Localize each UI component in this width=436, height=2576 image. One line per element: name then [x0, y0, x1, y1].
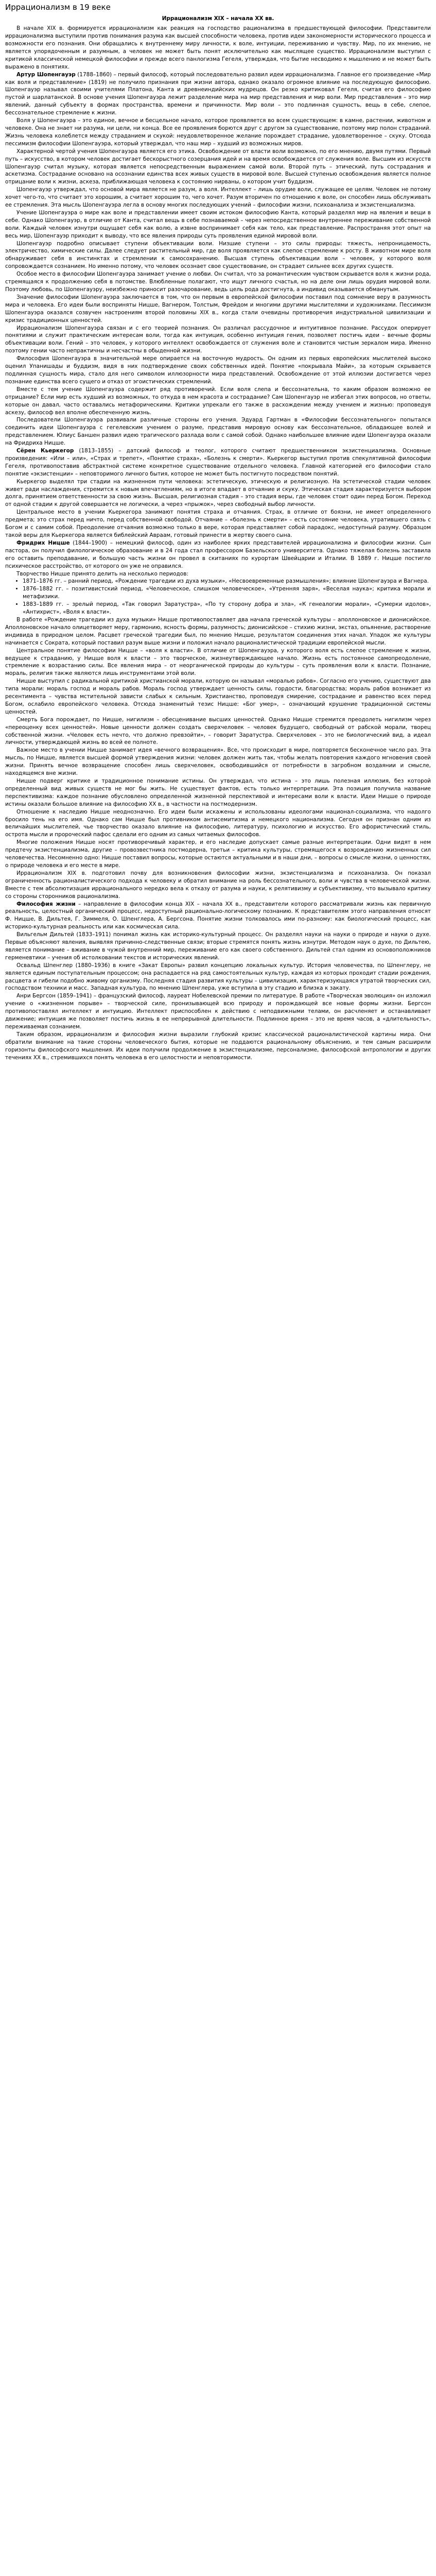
- paragraph-text: Ницше подверг критике и традиционное понимание истины. Он утверждал, что истина – это лишь полезная иллюзия, без которой определенный вид живых существ не мог бы жить. Не существует фактов, есть только интерпретации. Эта позиция получила название перспективизма: каждое познание обусловлено определенной жизненной перспективой и интересами воли к власти. Идеи Ницше о природе истины оказали большое влияние на философию XX в., в частности на постмодернизм.: [5, 778, 431, 807]
- list-item: • 1876–1882 гг. – позитивистский период, «Человеческое, слишком человеческое», «Утренняя заря», «Веселая наука»; критика морали и метафизики.: [23, 585, 431, 601]
- paragraph: [5, 117, 431, 148]
- paragraph: [5, 71, 431, 117]
- paragraph-text: Философия Шопенгауэра в значительной мере опирается на восточную мудрость. Он одним из первых европейских мыслителей высоко оценил Упанишады и буддизм, видя в них подтверждение своих собственных идей. Понятие «покрывала Майи», за которым скрывается подлинная сущность мира, стало для него символом иллюзорности мира представлений. Освобождение от этой иллюзии достигается через познание единства всего сущего и отказ от эгоистических стремлений.: [5, 355, 431, 385]
- paragraph: [5, 294, 431, 325]
- paragraph: [5, 1031, 431, 1062]
- paragraph-text: Учение Шопенгауэра о мире как воле и представлении имеет своим истоком философию Канта, который разделял мир на явления и вещи в себе. Однако Шопенгауэр, в отличие от Канта, считал вещь в себе познаваемой – через непосредственное внутреннее переживание собственной воли. Каждый человек изнутри ощущает себя как волю, а извне воспринимает себя как тело, как представление. Распространяя этот опыт на весь мир, Шопенгауэр приходит к выводу, что все явления природы суть проявления единой мировой воли.: [5, 209, 431, 239]
- paragraph-text: Воля у Шопенгауэра – это единое, вечное и бесцельное начало, которое проявляется во всем существующем: в камне, растении, животном и человеке. Она не знает ни разума, ни цели, ни конца. Все ее проявления борются друг с другом за существование, поэтому мир полон страданий. Жизнь человека колеблется между страданием и скукой: неудовлетворенное желание порождает страдание, удовлетворенное – скуку. Отсюда пессимизм философии Шопенгауэра, который утверждал, что наш мир – худший из возможных миров.: [5, 117, 431, 147]
- paragraph-text: Шопенгауэр утверждал, что основой мира является не разум, а воля. Интеллект – лишь орудие воли, служащее ее целям. Человек не потому хочет чего-то, что считает это хорошим, а считает хорошим то, чего хочет. Разум вторичен по отношению к воле, он способен лишь обслуживать ее стремления. Эта мысль Шопенгауэра легла в основу многих последующих учений – философии жизни, психоанализа и экзистенциализма.: [5, 187, 431, 209]
- paragraph: [5, 777, 431, 808]
- paragraph-text: Вильгельм Дильтей (1833–1911) понимал жизнь как историко-культурный процесс. Он разделял науки на науки о природе и науки о духе. Первые объясняют явления, выявляя причинно-следственные связи; вторые стремятся понять жизнь изнутри. Методом наук о духе, по Дильтею, является понимание – вживание в чужой внутренний мир, переживание его как своего собственного. Дильтей стал одним из основоположников герменевтики – учения об истолковании текстов и исторических явлений.: [5, 931, 431, 961]
- paragraph: [5, 447, 431, 478]
- paragraph: [5, 416, 431, 447]
- list-item: • 1871–1876 гг. – ранний период, «Рождение трагедии из духа музыки», «Несвоевременные размышления»; влияние Шопенгауэра и Вагнера.: [23, 578, 431, 585]
- paragraph: [5, 325, 431, 355]
- document-subtitle: Иррационализм XIX – начала XX вв.: [162, 15, 274, 22]
- paragraph-text: Центральное понятие философии Ницше – «воля к власти». В отличие от Шопенгауэра, у которого воля есть слепое стремление к жизни, ведущее к страданию, у Ницше воля к власти – это творческое, жизнеутверждающее начало. Жизнь есть постоянное самопреодоление, стремление к возрастанию силы. Все явления мира – от неорганической природы до культуры – суть проявления воли к власти. Познание, мораль, религия также являются лишь инструментами этой воли.: [5, 647, 431, 677]
- paragraph-text: Отношение к наследию Ницше неоднозначно. Его идеи были искажены и использованы идеологами национал-социализма, что надолго бросило тень на его имя. Однако сам Ницше был противником антисемитизма и немецкого национализма. Сегодня он признан одним из величайших мыслителей, чье творчество оказало влияние на философию, литературу, психологию и искусство. Его афористический стиль, острота мысли и пророческий пафос сделали его одним из самых читаемых философов.: [5, 808, 431, 838]
- paragraph-text: Центральное место в учении Кьеркегора занимают понятия страха и отчаяния. Страх, в отличие от боязни, не имеет определенного предмета; это страх перед ничто, перед собственной свободой. Отчаяние – «болезнь к смерти» – есть состояние человека, утратившего связь с Богом и с самим собой. Преодоление отчаяния возможно только в вере, которая представляет собой парадокс, недоступный разуму. Образцом такой веры для Кьеркегора является библейский Авраам, готовый принести в жертву своего сына.: [5, 509, 431, 539]
- paragraph-text: Последователи Шопенгауэра развивали различные стороны его учения. Эдуард Гартман в «Философии бессознательного» попытался соединить идеи Шопенгауэра с гегелевским учением о разуме, представив мировую основу как бессознательное, обладающее волей и представлением. Юлиус Баншен развил идею трагического разлада воли с самой собой. Однако наибольшее влияние идеи Шопенгауэра оказали на Фридриха Ницше.: [5, 417, 431, 447]
- page-title: Иррационализм в 19 веке: [5, 3, 111, 12]
- paragraph: [5, 355, 431, 386]
- bullet-list: [5, 578, 431, 616]
- paragraph: [5, 839, 431, 870]
- paragraph: [5, 870, 431, 901]
- paragraph: [5, 186, 431, 209]
- paragraph: [5, 539, 431, 570]
- paragraph: [5, 570, 431, 578]
- paragraph-text: Таким образом, иррационализм и философия жизни выразили глубокий кризис классической рационалистической картины мира. Они обратили внимание на такие стороны человеческого бытия, которые не поддаются рациональному объяснению, и тем самым расширили горизонты философского мышления. Их идеи получили продолжение в экзистенциализме, персонализме, философской антропологии и других течениях XX в., стремившихся понять человека в его целостности и неповторимости.: [5, 1031, 431, 1061]
- paragraph: [5, 931, 431, 962]
- paragraph-text: Ницше выступил с радикальной критикой христианской морали, которую он называл «моралью рабов». Согласно его учению, существуют два типа морали: мораль господ и мораль рабов. Мораль господ утверждает ценность силы, гордости, благородства; мораль рабов возникает из ресентимента – чувства мстительной зависти слабых к сильным. Христианство, проповедуя смирение, сострадание и равенство всех перед Богом, ослабило европейского человека. Отсюда знаменитый тезис Ницше: «Бог умер», – означающий крушение традиционной системы ценностей.: [5, 678, 431, 715]
- paragraph-text: (1788–1860) – первый философ, который последовательно развил идеи иррационализма. Главное его произведение «Мир как воля и представление» (1819) не получило признания при жизни автора, однако оказало огромное влияние на последующую философию. Шопенгауэр называл своими учителями Платона, Канта и древнеиндийских мудрецов. Он резко критиковал Гегеля, считая его философию пустой и шарлатанской. В основе учения Шопенгауэра лежит разделение мира на мир представления и мир воли. Мир представления – это мир явлений, данный субъекту в формах пространства, времени и причинности. Мир воли – это подлинная сущность, вещь в себе, слепое, бессознательное стремление к жизни.: [5, 71, 431, 116]
- paragraph: [5, 148, 431, 187]
- paragraph: [5, 992, 431, 1031]
- paragraph: [5, 509, 431, 539]
- paragraph-text: Анри Бергсон (1859–1941) – французский философ, лауреат Нобелевской премии по литературе. В работе «Творческая эволюция» он изложил учение о «жизненном порыве» – творческой силе, пронизывающей всю природу и порождающей все новые формы жизни. Бергсон противопоставлял интеллект и интуицию. Интеллект приспособлен к действию с неподвижными телами, он расчленяет и останавливает движение; интуиция же позволяет постичь жизнь в ее непрерывной длительности. Подлинное время – это не время часов, а «длительность», переживаемая сознанием.: [5, 993, 431, 1030]
- paragraph: [5, 240, 431, 271]
- paragraph-lead: Артур Шопенгауэр: [16, 71, 76, 78]
- paragraph-text: (1813–1855) – датский философ и теолог, которого считают предшественником экзистенциализма. Основные произведения: «Или – или», «Страх и трепет», «Понятие страха», «Болезнь к смерти». Кьеркегор выступил против спекулятивной философии Гегеля, противопоставив абстрактной системе конкретное существование отдельного человека. Главной категорией его философии стало понятие «экзистенции» – неповторимого личного бытия, которое не может быть постигнуто посредством понятий.: [5, 448, 431, 477]
- paragraph-text: Характерной чертой учения Шопенгауэра является его этика. Освобождение от власти воли возможно, по его мнению, двумя путями. Первый путь – искусство, в котором человек достигает бескорыстного созерцания идей и на время освобождается от служения воле. Высшим из искусств Шопенгауэр считал музыку, которая является непосредственным выражением самой воли. Второй путь – этический, путь сострадания и аскетизма. Сострадание основано на осознании единства всех живых существ в мировой воле. Высшей ступенью освобождения является полное отрицание воли к жизни, аскеза, приближающая человека к состоянию нирваны, о котором учит буддизм.: [5, 148, 431, 185]
- paragraph-text: В работе «Рождение трагедии из духа музыки» Ницше противопоставляет два начала греческой культуры – аполлоновское и дионисийское. Аполлоновское начало олицетворяет меру, гармонию, ясность формы, разумность; дионисийское – стихию жизни, экстаз, опьянение, растворение индивида в природном целом. Расцвет греческой трагедии был, по мнению Ницше, результатом соединения этих начал. Упадок же культуры начинается с Сократа, который поставил разум выше жизни и положил начало рационалистической традиции европейской мысли.: [5, 616, 431, 646]
- paragraph-text: Значение философии Шопенгауэра заключается в том, что он первым в европейской философии поставил под сомнение веру в разумность мира и человека. Его идеи были восприняты Ницше, Вагнером, Толстым, Фрейдом и многими другими мыслителями и художниками. Пессимизм Шопенгауэра оказался созвучен настроениям второй половины XIX в., когда стали очевидны противоречия индустриальной цивилизации и кризис традиционных ценностей.: [5, 294, 431, 324]
- paragraph: [5, 616, 431, 647]
- paragraph-text: Важное место в учении Ницше занимает идея «вечного возвращения». Все, что происходит в мире, повторяется бесконечное число раз. Эта мысль, по Ницше, является высшей формой утверждения жизни: человек должен жить так, чтобы желать повторения каждого мгновения своей жизни. Принять вечное возвращение способен лишь сверхчеловек, освободившийся от потребности в загробном воздаянии и смысле, находящемся вне жизни.: [5, 747, 431, 777]
- paragraph-text: Иррационализм Шопенгауэра связан и с его теорией познания. Он различал рассудочное и интуитивное познание. Рассудок оперирует понятиями и служит практическим интересам воли, тогда как интуиция, особенно интуиция гения, позволяет постичь идеи – вечные формы объективации воли. Гений – это человек, у которого интеллект освобождается от служения воле и становится чистым зеркалом мира. Именно поэтому гении часто непрактичны и несчастны в обыденной жизни.: [5, 325, 431, 354]
- paragraph-text: В начале XIX в. формируется иррационализм как реакция на господство рационализма в предшествующей философии. Представители иррационализма выступили против понимания разума как высшей способности человека, против идеи закономерности исторического процесса и возможности его познания. Они обращались к внутреннему миру личности, к воле, интуиции, переживанию и чувству. Мир, по их мнению, не является упорядоченным и разумным, а человек не может быть понят исключительно как мыслящее существо. Иррационализм выступил с критикой классической немецкой философии и прежде всего панлогизма Гегеля, утверждая, что бытие несводимо к мышлению и не может быть выражено в понятиях.: [5, 25, 431, 70]
- list-item: • 1883–1889 гг. – зрелый период, «Так говорил Заратустра», «По ту сторону добра и зла», «К генеалогии морали», «Сумерки идолов», «Антихрист», «Воля к власти».: [23, 601, 431, 616]
- paragraph: [5, 386, 431, 417]
- paragraph-text: Шопенгауэр подробно описывает ступени объективации воли. Низшие ступени – это силы природы: тяжесть, непроницаемость, электричество, химические силы. Далее следует растительный мир, где воля проявляется как слепое стремление к росту. В животном мире воля обнаруживает себя в инстинктах и стремлении к самосохранению. Высшая ступень объективации воли – человек, у которого воля сопровождается сознанием. Но именно потому, что человек осознает свое существование, он страдает сильнее всех других существ.: [5, 240, 431, 270]
- paragraph-text: Смерть Бога порождает, по Ницше, нигилизм – обесценивание высших ценностей. Однако Ницше стремится преодолеть нигилизм через «переоценку всех ценностей». Новые ценности должен создать сверхчеловек – человек будущего, свободный от рабской морали, творец собственной жизни. «Человек есть нечто, что должно превзойти», – говорит Заратустра. Сверхчеловек – это не биологический вид, а идеал личности, утверждающей жизнь во всей ее полноте.: [5, 716, 431, 746]
- document-body: [5, 25, 431, 1061]
- paragraph-text: Многие положения Ницше носят противоречивый характер, и его наследие допускает самые разные интерпретации. Одни видят в нем предтечу экзистенциализма, другие – провозвестника постмодерна, третьи – критика культуры, стремящегося к возрождению жизненных сил человечества. Несомненно одно: Ницше поставил вопросы, которые остаются актуальными и в наши дни, – вопросы о смысле жизни, о ценностях, о природе человека и его месте в мире.: [5, 839, 431, 869]
- paragraph-text: Иррационализм XIX в. подготовил почву для возникновения философии жизни, экзистенциализма и психоанализа. Он показал ограниченность рационалистического подхода к человеку и обратил внимание на роль бессознательного, воли и чувства в человеческой жизни. Вместе с тем абсолютизация иррационального нередко вела к отказу от разума и науки, к релятивизму и субъективизму, что вызывало критику со стороны сторонников рационализма.: [5, 870, 431, 900]
- paragraph: [5, 716, 431, 747]
- paragraph: [5, 270, 431, 294]
- paragraph-text: Творчество Ницше принято делить на несколько периодов:: [16, 570, 188, 577]
- paragraph: [5, 647, 431, 678]
- paragraph: [5, 962, 431, 993]
- paragraph-lead: Фридрих Ницше: [16, 539, 70, 546]
- paragraph-text: Освальд Шпенглер (1880–1936) в книге «Закат Европы» развил концепцию локальных культур. История человечества, по Шпенглеру, не является единым поступательным процессом; она распадается на ряд самостоятельных культур, каждая из которых проходит стадии рождения, расцвета и гибели подобно живому организму. Последняя стадия развития культуры – цивилизация, характеризующаяся утратой творческих сил, господством техники и масс. Западная культура, по мнению Шпенглера, уже вступила в эту стадию и близка к закату.: [5, 962, 431, 992]
- paragraph-lead: Сёрен Кьеркегор: [16, 448, 74, 454]
- paragraph: [5, 209, 431, 240]
- paragraph-text: Вместе с тем учение Шопенгауэра содержит ряд противоречий. Если воля слепа и бессознательна, то каким образом возможно ее отрицание? Если мир есть худший из возможных, то откуда в нем красота и сострадание? Сам Шопенгауэр не избегал этих вопросов, но ответы, которые он давал, часто оставались метафорическими. Критики упрекали его также в расхождении между учением и жизнью: проповедуя аскезу, философ вел вполне обеспеченную жизнь.: [5, 386, 431, 416]
- paragraph: [5, 677, 431, 716]
- document-page: [0, 0, 436, 1070]
- paragraph: [5, 747, 431, 777]
- paragraph: [5, 478, 431, 509]
- paragraph-text: Кьеркегор выделял три стадии на жизненном пути человека: эстетическую, этическую и религиозную. На эстетической стадии человек живет ради наслаждения, стремится к новым впечатлениям, но в итоге впадает в отчаяние и скуку. Этическая стадия характеризуется выбором долга, принятием ответственности за свою жизнь. Высшая, религиозная стадия – это стадия веры, где человек стоит один перед Богом. Переход от одной стадии к другой совершается не логически, а через «прыжок», через свободный выбор личности.: [5, 478, 431, 508]
- paragraph: [5, 901, 431, 931]
- paragraph: [5, 25, 431, 71]
- paragraph-lead: Философия жизни: [16, 901, 76, 907]
- paragraph-text: (1844–1900) – немецкий философ, один из наиболее ярких представителей иррационализма и философии жизни. Сын пастора, он получил филологическое образование и в 24 года стал профессором Базельского университета. Однако тяжелая болезнь заставила его оставить преподавание, и большую часть жизни он провел в скитаниях по курортам Швейцарии и Италии. В 1889 г. Ницше постигло психическое расстройство, от которого он уже не оправился.: [5, 539, 431, 569]
- paragraph: [5, 808, 431, 839]
- paragraph-text: – направление в философии конца XIX – начала XX в., представители которого рассматривали жизнь как первичную реальность, целостный органический процесс, недоступный рационально-логическому познанию. К представителям этого направления относят Ф. Ницше, В. Дильтея, Г. Зиммеля, О. Шпенглера, А. Бергсона. Понятие жизни толковалось ими по-разному: как биологический процесс, как историко-культурная реальность или как космическая сила.: [5, 901, 431, 930]
- paragraph-text: Особое место в философии Шопенгауэра занимает учение о любви. Он считал, что за романтическим чувством скрывается воля к жизни рода, стремящаяся к продолжению себя в потомстве. Влюбленные полагают, что ищут личного счастья, но на деле они лишь орудия мировой воли. Поэтому любовь, по Шопенгауэру, неизбежно приносит разочарование, ведь цель рода достигнута, а индивид оказывается обманутым.: [5, 271, 431, 293]
